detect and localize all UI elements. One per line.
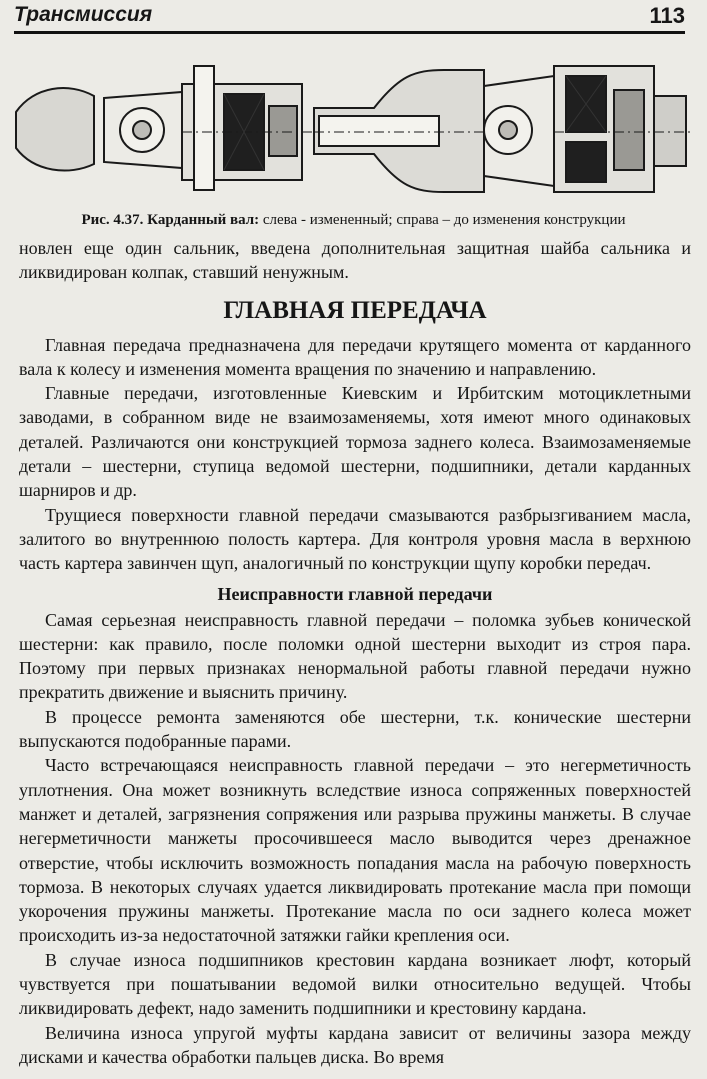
page-number: 113 xyxy=(649,3,685,28)
header-rule xyxy=(14,31,685,34)
subsection-heading: Неисправности главной передачи xyxy=(217,583,493,604)
paragraph: новлен еще один сальник, введена дополнительная защитная шайба сальника и ликвидирован колпак, ставший ненужным. xyxy=(19,238,691,283)
paragraph: Трущиеся поверхности главной передачи смазываются разбрызгиванием масла, залитого во внутреннюю полость картера. Для контроля уровня масла в верхнюю часть картера завинчен щуп, аналогичный по конструкции щупу коробки передач. xyxy=(19,504,691,574)
paragraph: Главная передача предназначена для передачи крутящего момента от карданного вала к колесу и изменения момента вращения по значению и направлению. xyxy=(19,334,691,379)
section-title: Трансмиссия xyxy=(14,3,153,26)
caption-label: Рис. 4.37. Карданный вал: xyxy=(81,212,260,228)
page-header xyxy=(0,0,707,36)
figure-caption xyxy=(0,210,707,230)
paragraph: Самая серьезная неисправность главной передачи – поломка зубьев конической шестерни: как правило, после поломки одной шестерни выходит из строя пара. Поэтому при первых признаках ненормальной работы главной передачи нужно прекратить движение и выяснить причину. xyxy=(19,609,691,703)
paragraph: В случае износа подшипников крестовин кардана возникает люфт, который чувствуется при пошатывании ведомой вилки относительно ведущей. Чтобы ликвидировать дефект, надо заменить подшипники и крестовину кардана. xyxy=(19,949,691,1019)
caption-text: слева - измененный; справа – до изменения конструкции xyxy=(259,212,626,228)
cardan-shaft-drawing xyxy=(14,46,690,210)
paragraph: В процессе ремонта заменяются обе шестерни, т.к. конические шестерни выпускаются подобранные парами. xyxy=(19,706,691,752)
paragraph: Часто встречающаяся неисправность главной передачи – это негерметичность уплотнения. Она может возникнуть вследствие износа сопряженных поверхностей манжет и деталей, загрязнения сопряжения или разрыва пружины манжеты. В случае негерметичности манжеты просочившееся масло выводится через дренажное отверстие, чтобы исключить возможность попадания масла на рабочую поверхность тормоза. В некоторых случаях удается ликвидировать протекание масла при помощи укорочения пружины манжеты. Протекание масла по оси заднего колеса может происходить из-за недостаточной затяжки гайки крепления оси. xyxy=(19,755,691,946)
section-heading: ГЛАВНАЯ ПЕРЕДАЧА xyxy=(223,296,487,324)
paragraph: Главные передачи, изготовленные Киевским и Ирбитским мотоциклетными заводами, в собранном виде не взаимозаменяемы, хотя имеют много одинаковых деталей. Различаются они конструкцией тормоза заднего колеса. Взаимозаменяемые детали – шестерни, ступица ведомой шестерни, подшипники, детали карданных шарниров и др. xyxy=(19,383,691,501)
page-body xyxy=(19,236,691,1069)
paragraph: Величина износа упругой муфты кардана зависит от величины зазора между дисками и качества обработки пальцев диска. Во время xyxy=(19,1022,691,1067)
